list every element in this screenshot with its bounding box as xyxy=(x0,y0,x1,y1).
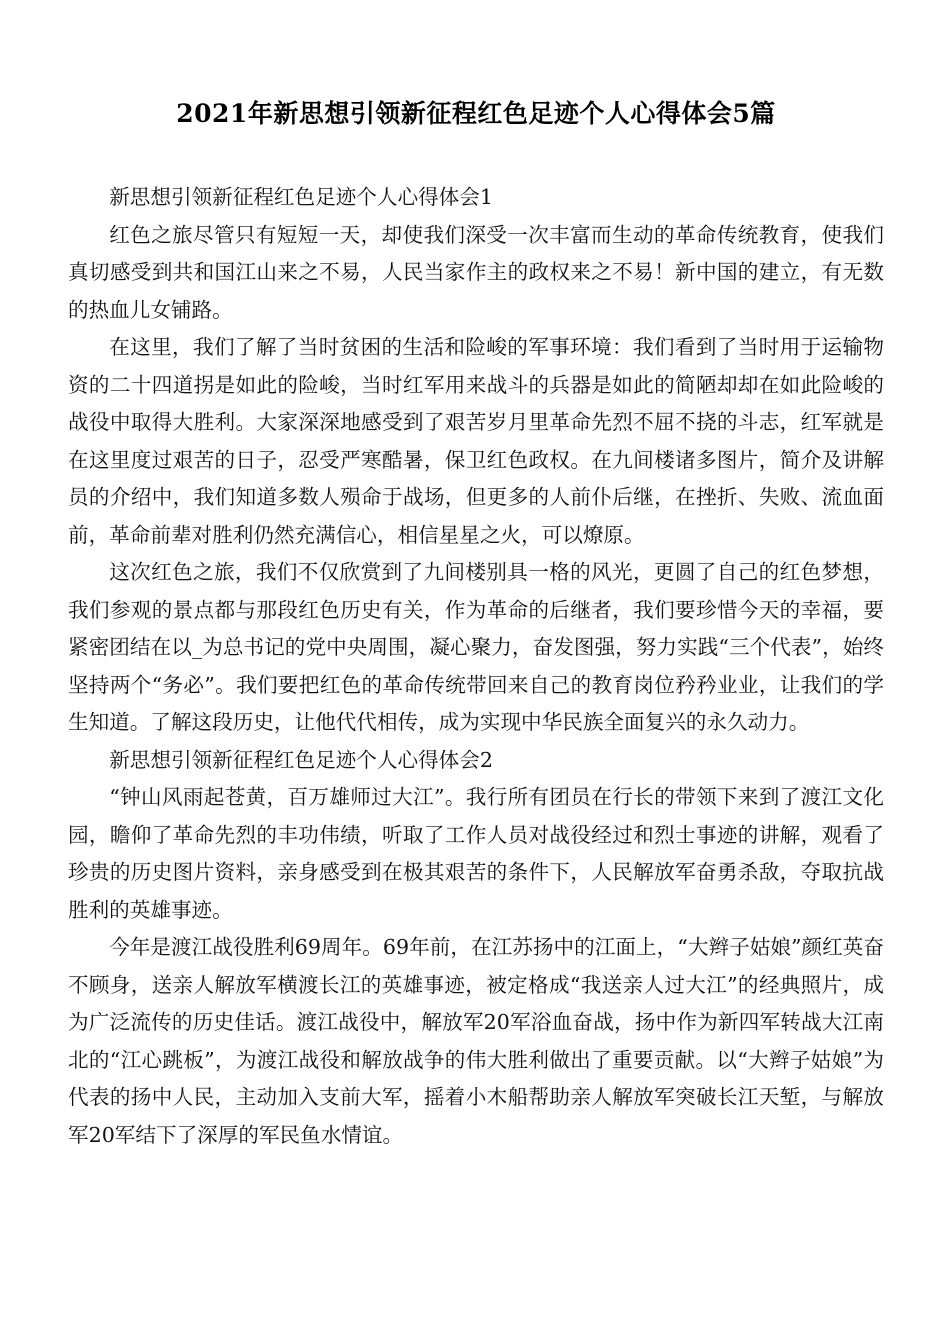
section-1-paragraph-1: 红色之旅尽管只有短短一天，却使我们深受一次丰富而生动的革命传统教育，使我们真切感受到共和国江山来之不易，人民当家作主的政权来之不易！新中国的建立，有无数的热血儿女铺路。 xyxy=(68,222,884,322)
document-title: 2021年新思想引领新征程红色足迹个人心得体会5篇 xyxy=(176,99,776,128)
section-1-heading: 新思想引领新征程红色足迹个人心得体会1 xyxy=(109,185,493,209)
section-1-paragraph-2: 在这里，我们了解了当时贫困的生活和险峻的军事环境：我们看到了当时用于运输物资的二十四道拐是如此的险峻，当时红军用来战斗的兵器是如此的简陋却却在如此险峻的战役中取得大胜利。大家深深地感受到了艰苦岁月里革命先烈不屈不挠的斗志，红军就是在这里度过艰苦的日子，忍受严寒酷暑，保卫红色政权。在九间楼诸多图片，简介及讲解员的介绍中，我们知道多数人殒命于战场，但更多的人前仆后继，在挫折、失败、流血面前，革命前辈对胜利仍然充满信心，相信星星之火，可以燎原。 xyxy=(68,335,884,547)
section-2-heading: 新思想引领新征程红色足迹个人心得体会2 xyxy=(109,747,493,772)
section-1-paragraph-3: 这次红色之旅，我们不仅欣赏到了九间楼别具一格的风光，更圆了自己的红色梦想，我们参观的景点都与那段红色历史有关，作为革命的后继者，我们要珍惜今天的幸福，要紧密团结在以_为总书记的党中央周围，凝心聚力，奋发图强，努力实践“三个代表”，始终坚持两个“务必”。我们要把红色的革命传统带回来自己的教育岗位矜矜业业，让我们的学生知道。了解这段历史，让他代代相传，成为实现中华民族全面复兴的永久动力。 xyxy=(68,560,884,734)
section-2-paragraph-1: “钟山风雨起苍黄，百万雄师过大江”。我行所有团员在行长的带领下来到了渡江文化园，瞻仰了革命先烈的丰功伟绩，听取了工作人员对战役经过和烈士事迹的讲解，观看了珍贵的历史图片资料，亲身感受到在极其艰苦的条件下，人民解放军奋勇杀敌，夺取抗战胜利的英雄事迹。 xyxy=(68,785,884,922)
section-2-paragraph-2: 今年是渡江战役胜利69周年。69年前，在江苏扬中的江面上，“大辫子姑娘”颜红英奋不顾身，送亲人解放军横渡长江的英雄事迹，被定格成“我送亲人过大江”的经典照片，成为广泛流传的历史佳话。渡江战役中，解放军20军浴血奋战，扬中作为新四军转战大江南北的“江心跳板”，为渡江战役和解放战争的伟大胜利做出了重要贡献。以“大辫子姑娘”为代表的扬中人民，主动加入支前大军，摇着小木船帮助亲人解放军突破长江天堑，与解放军20军结下了深厚的军民鱼水情谊。 xyxy=(68,935,884,1147)
